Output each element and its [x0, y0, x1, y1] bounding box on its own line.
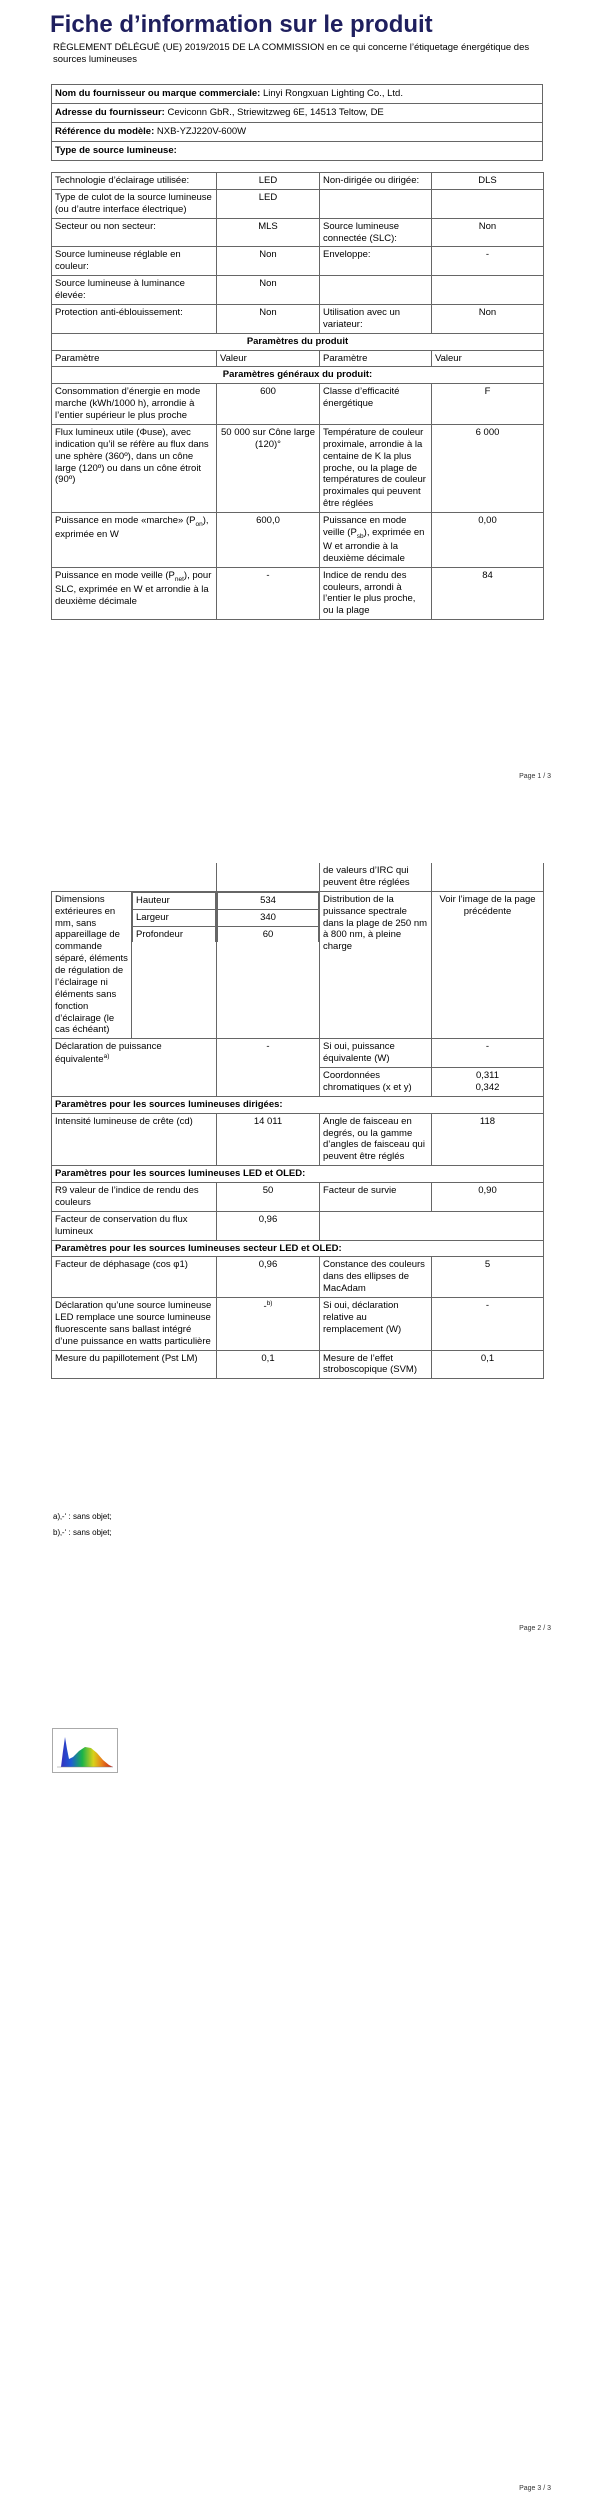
table-row — [52, 1298, 544, 1351]
led-header: Paramètres pour les sources lumineuses LED et OLED: — [52, 1166, 544, 1183]
cell-value: 50 — [217, 1183, 320, 1212]
cell-value — [432, 1068, 544, 1097]
table-row — [52, 567, 544, 620]
params-header-row — [52, 333, 544, 350]
cell-label: Technologie d’éclairage utilisée: — [52, 173, 217, 190]
cell-value: Non — [217, 247, 320, 276]
col-header-param: Paramètre — [320, 350, 432, 367]
cell-value: 6 000 — [432, 424, 544, 512]
address-row — [52, 104, 542, 123]
cell-label — [320, 189, 432, 218]
chroma-y: 0,342 — [475, 1081, 500, 1093]
model-row — [52, 123, 542, 142]
dimensions-label: Dimensions extérieures en mm, sans appareillage de commande séparé, éléments de régulation de l’éclairage ni éléments sans fonction d’éclairage (le cas échéant) — [52, 891, 132, 1039]
cell-value: 0,90 — [432, 1183, 544, 1212]
type-header — [52, 142, 542, 160]
general-header-row — [52, 367, 544, 384]
parameters-table-continued — [51, 863, 544, 1379]
cell-label: Facteur de conservation du flux lumineux — [52, 1211, 217, 1240]
cell-label: Protection anti-éblouissement: — [52, 304, 217, 333]
cell-label: Intensité lumineuse de crête (cd) — [52, 1113, 217, 1166]
cell-label: Mesure de l’effet stroboscopique (SVM) — [320, 1350, 432, 1379]
cell-value: 14 011 — [217, 1113, 320, 1166]
cell-value: 84 — [432, 567, 544, 620]
cell-label: Flux lumineux utile (Φuse), avec indication qu’il se réfère au flux dans une sphère (360º), dans un cône large (120º) ou dans un cône étroit (90º) — [52, 424, 217, 512]
subscript: net — [174, 575, 184, 583]
dim-height-value: 534 — [218, 892, 319, 909]
cell-label: Déclaration qu’une source lumineuse LED remplace une source lumineuse fluorescente sans ballast intégré d’une puissance en watts particulière — [52, 1298, 217, 1351]
cell-value: 5 — [432, 1257, 544, 1298]
model-value: NXB-YZJ220V-600W — [156, 125, 247, 137]
address-value: Ceviconn GbR., Striewitzweg 6E, 14513 Teltow, DE — [167, 106, 384, 118]
cell-value: DLS — [432, 173, 544, 190]
cell-label: Mesure du papillotement (Pst LM) — [52, 1350, 217, 1379]
col-header-value: Valeur — [217, 350, 320, 367]
table-row — [52, 1183, 544, 1212]
cell-label: Consommation d’énergie en mode marche (kWh/1000 h), arrondie à l’entier supérieur le plus proche — [52, 384, 217, 425]
spectrum-curve — [57, 1737, 113, 1767]
cell-label: Enveloppe: — [320, 247, 432, 276]
cell-label: Source lumineuse à luminance élevée: — [52, 276, 217, 305]
address-label: Adresse du fournisseur: — [55, 106, 165, 118]
cell-value: Non — [432, 218, 544, 247]
cell-label: Classe d’efficacité énergétique — [320, 384, 432, 425]
light-source-type-table — [51, 172, 544, 620]
table-row — [52, 1211, 544, 1240]
dim-width-value: 340 — [218, 909, 319, 926]
cell-value — [432, 276, 544, 305]
supplier-value: Linyi Rongxuan Lighting Co., Ltd. — [263, 88, 403, 99]
page-2 — [0, 845, 591, 1645]
cell-value: LED — [217, 173, 320, 190]
dimensions-row — [52, 891, 544, 1039]
spectral-distribution-image — [52, 1728, 118, 1773]
cell-label — [52, 567, 217, 620]
dimension-values — [217, 892, 319, 943]
cell-value: LED — [217, 189, 320, 218]
cell-value: - — [432, 1039, 544, 1068]
cell-label: R9 valeur de l’indice de rendu des couleurs — [52, 1183, 217, 1212]
directional-header: Paramètres pour les sources lumineuses dirigées: — [52, 1096, 544, 1113]
cell-value — [217, 1298, 320, 1351]
cell-value — [432, 189, 544, 218]
cell-value: - — [432, 1298, 544, 1351]
table-row — [52, 304, 544, 333]
cell-label: Non-dirigée ou dirigée: — [320, 173, 432, 190]
page-1 — [0, 0, 591, 800]
supplier-label: Nom du fournisseur ou marque commerciale: — [55, 88, 261, 99]
footnote-a: a)‚-‘ : sans objet; — [53, 1512, 112, 1521]
text: - — [263, 1301, 267, 1313]
superscript: b) — [266, 1300, 273, 1307]
cell-label — [320, 513, 432, 568]
cell-label: Indice de rendu des couleurs, arrondi à l’entier le plus proche, ou la plage — [320, 567, 432, 620]
text: Puissance en mode «marche» (P — [55, 515, 196, 526]
cell-value: 0,96 — [217, 1211, 320, 1240]
footnote-b: b)‚-‘ : sans objet; — [53, 1528, 112, 1537]
cell-value: 600,0 — [217, 513, 320, 568]
cell-label: Coordonnées chromatiques (x et y) — [320, 1068, 432, 1097]
general-header: Paramètres généraux du produit: — [52, 367, 544, 384]
cell-label: Source lumineuse réglable en couleur: — [52, 247, 217, 276]
cell-value: - — [217, 567, 320, 620]
cell-value: 0,00 — [432, 513, 544, 568]
supplier-info-box — [51, 84, 543, 161]
cell-value: Non — [432, 304, 544, 333]
spectrum-graphic — [53, 1729, 117, 1772]
table-row — [52, 424, 544, 512]
cell-label: Si oui, puissance équivalente (W) — [320, 1039, 432, 1068]
cell-label: Facteur de déphasage (cos φ1) — [52, 1257, 217, 1298]
table-row — [52, 384, 544, 425]
cell-value: 0,1 — [217, 1350, 320, 1379]
col-header-param: Paramètre — [52, 350, 217, 367]
subscript: sb — [356, 532, 364, 540]
cell-value: Voir l’image de la page précédente — [432, 891, 544, 1039]
cell-value: 50 000 sur Cône large (120)° — [217, 424, 320, 512]
table-row — [52, 173, 544, 190]
cell-label: Utilisation avec un variateur: — [320, 304, 432, 333]
cell-value: 0,96 — [217, 1257, 320, 1298]
superscript: a) — [103, 1053, 110, 1061]
cell-value: - — [217, 1039, 320, 1097]
cell-label: Constance des couleurs dans des ellipses de MacAdam — [320, 1257, 432, 1298]
page-number: Page 2 / 3 — [519, 1625, 551, 1632]
table-row — [52, 247, 544, 276]
regulation-text: RÈGLEMENT DÉLÉGUÉ (UE) 2019/2015 DE LA COMMISSION en ce qui concerne l’étiquetage énergétique des sources lumineuses — [53, 42, 530, 65]
cell-value: 600 — [217, 384, 320, 425]
dim-width-label: Largeur — [133, 909, 216, 926]
table-row — [52, 1350, 544, 1379]
cell-label — [52, 513, 217, 568]
dimension-subtable — [132, 892, 216, 943]
section-header-row — [52, 1240, 544, 1257]
mains-header: Paramètres pour les sources lumineuses secteur LED et OLED: — [52, 1240, 544, 1257]
page-number: Page 1 / 3 — [519, 773, 551, 780]
table-row — [52, 1113, 544, 1166]
cell-label — [52, 1039, 217, 1097]
model-label: Référence du modèle: — [55, 125, 155, 137]
cell-label: Secteur ou non secteur: — [52, 218, 217, 247]
table-row — [52, 1257, 544, 1298]
table-row — [52, 1039, 544, 1068]
text: ), exprimée en W — [55, 515, 209, 541]
cell-label: Température de couleur proximale, arrondie à la centaine de K la plus proche, ou la plage de températures de couleur proximales qui peuvent être réglées — [320, 424, 432, 512]
cell-value: 0,1 — [432, 1350, 544, 1379]
cell-value: Non — [217, 276, 320, 305]
cell-label: Angle de faisceau en degrés, ou la gamme d’angles de faisceau qui peuvent être réglés — [320, 1113, 432, 1166]
dim-depth-label: Profondeur — [133, 926, 216, 942]
cell-value: F — [432, 384, 544, 425]
type-header-text: Type de source lumineuse: — [55, 144, 177, 156]
document-title: Fiche d’information sur le produit — [50, 11, 433, 38]
text: ), pour SLC, exprimée en W et arrondie à la deuxième décimale — [55, 569, 212, 607]
cell-value: - — [432, 247, 544, 276]
table-row — [52, 189, 544, 218]
text: Puissance en mode veille (P — [323, 515, 407, 538]
text: Puissance en mode veille (P — [55, 569, 175, 581]
col-header-value: Valeur — [432, 350, 544, 367]
page-3 — [0, 1690, 591, 2510]
dim-height-label: Hauteur — [133, 892, 216, 909]
cell-label: Distribution de la puissance spectrale dans la plage de 250 nm à 800 nm, à pleine charge — [320, 891, 432, 1039]
column-header-row — [52, 350, 544, 367]
section-header-row — [52, 1096, 544, 1113]
text: ), exprimée en W et arrondie à la deuxième décimale — [323, 526, 425, 564]
table-row — [52, 276, 544, 305]
section-header-row — [52, 1166, 544, 1183]
cell-label: Source lumineuse connectée (SLC): — [320, 218, 432, 247]
cell-label: Facteur de survie — [320, 1183, 432, 1212]
cell-value: Non — [217, 304, 320, 333]
supplier-row — [52, 85, 542, 104]
params-header: Paramètres du produit — [52, 333, 544, 350]
cell-value: MLS — [217, 218, 320, 247]
table-row — [52, 863, 544, 891]
table-row — [52, 218, 544, 247]
chroma-x: 0,311 — [475, 1070, 500, 1081]
page-number: Page 3 / 3 — [519, 2485, 551, 2492]
subscript: on — [195, 520, 203, 528]
cell-label: de valeurs d’IRC qui peuvent être réglées — [320, 863, 432, 891]
dim-depth-value: 60 — [218, 926, 319, 942]
table-row — [52, 513, 544, 568]
text: Déclaration de puissance équivalente — [55, 1041, 162, 1066]
cell-value: 118 — [432, 1113, 544, 1166]
cell-label — [320, 276, 432, 305]
cell-label: Si oui, déclaration relative au remplacement (W) — [320, 1298, 432, 1351]
cell-label: Type de culot de la source lumineuse (ou d’autre interface électrique) — [52, 189, 217, 218]
